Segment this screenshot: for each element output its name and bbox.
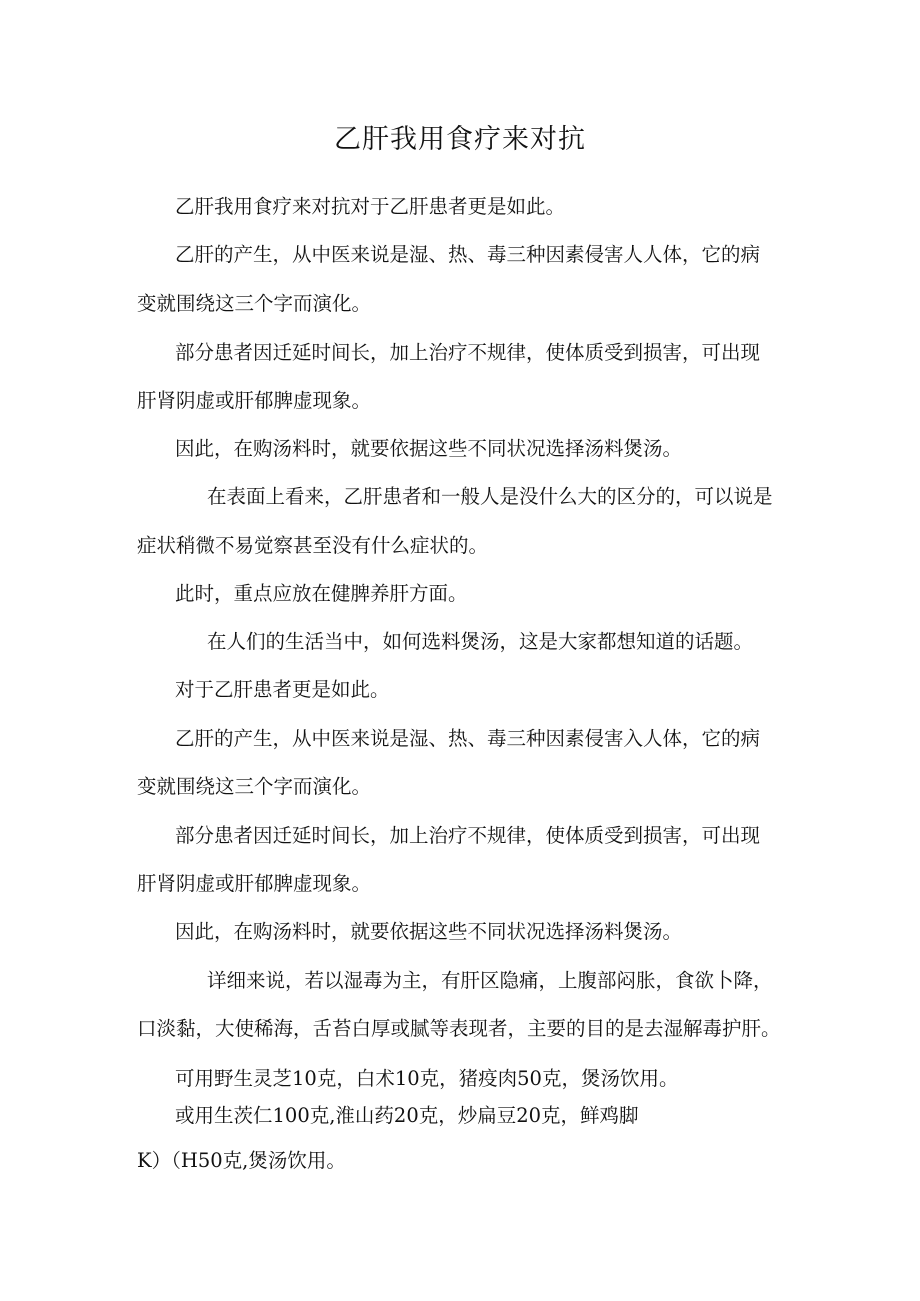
paragraph-line: 部分患者因迁延时间长，加上治疗不规律，使体质受到损害，可出现 <box>175 341 761 364</box>
paragraph-line: 肝肾阴虚或肝郁脾虚现象。 <box>137 389 372 412</box>
paragraph-line: 因此，在购汤料时，就要依据这些不同状况选择汤料煲汤。 <box>175 437 683 460</box>
paragraph-line: 在人们的生活当中，如何选料煲汤，这是大家都想知道的话题。 <box>207 630 754 653</box>
paragraph-line: 症状稍微不易觉察甚至没有什么症状的。 <box>137 534 489 557</box>
paragraph-line: 在表面上看来，乙肝患者和一般人是没什么大的区分的，可以说是 <box>207 485 773 508</box>
paragraph-line: K）（H50克,煲汤饮用。 <box>137 1149 346 1172</box>
paragraph-line: 因此，在购汤料时，就要依据这些不同状况选择汤料煲汤。 <box>175 920 683 943</box>
paragraph-line: 对于乙肝患者更是如此。 <box>175 678 390 701</box>
paragraph-line: 部分患者因迁延时间长，加上治疗不规律，使体质受到损害，可出现 <box>175 824 761 847</box>
paragraph-line: 变就围绕这三个字而演化。 <box>137 775 372 798</box>
paragraph-line: 变就围绕这三个字而演化。 <box>137 292 372 315</box>
paragraph-line: 乙肝的产生，从中医来说是湿、热、毒三种因素侵害人人体，它的病 <box>175 243 761 266</box>
paragraph-line: 详细来说，若以湿毒为主，有肝区隐痛，上腹部闷胀，食欲卜降， <box>207 969 773 992</box>
paragraph-line: 乙肝我用食疗来对抗对于乙肝患者更是如此。 <box>175 195 566 218</box>
paragraph-line: 肝肾阴虚或肝郁脾虚现象。 <box>137 872 372 895</box>
paragraph-line: 可用野生灵芝10克，白术10克，猪疫肉50克，煲汤饮用。 <box>175 1067 679 1090</box>
paragraph-line: 或用生茨仁100克,淮山药20克，炒扁豆20克，鲜鸡脚 <box>175 1104 639 1127</box>
paragraph-line: 乙肝的产生，从中医来说是湿、热、毒三种因素侵害入人体，它的病 <box>175 727 761 750</box>
document-title: 乙肝我用食疗来对抗 <box>334 124 586 155</box>
paragraph-line: 此时，重点应放在健脾养肝方面。 <box>175 582 468 605</box>
paragraph-line: 口淡黏，大使稀海，舌苔白厚或腻等表现者，主要的目的是去湿解毒护肝。 <box>137 1017 781 1040</box>
